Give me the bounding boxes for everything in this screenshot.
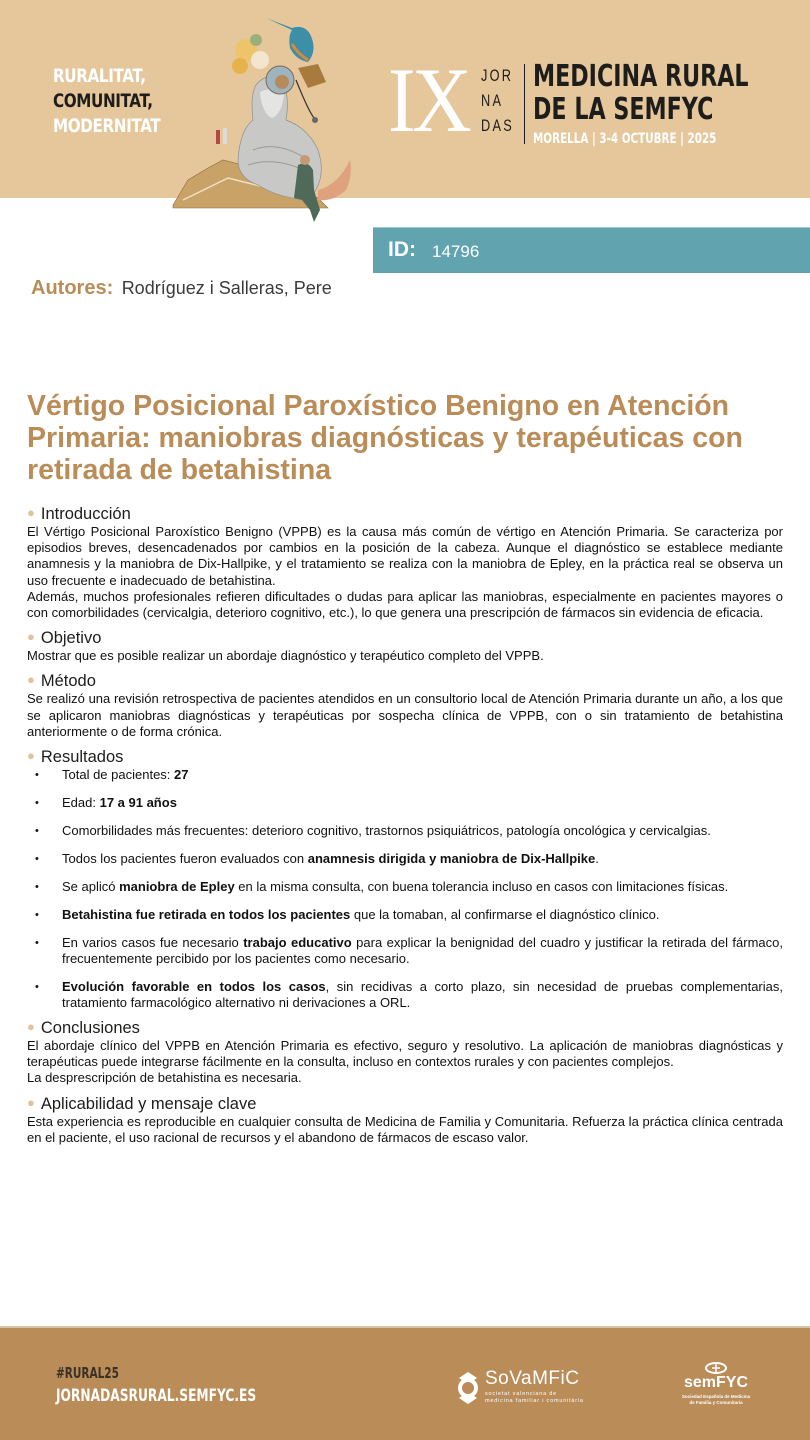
item-bold-text: 27 xyxy=(174,767,189,783)
bullet-dot-icon: ● xyxy=(27,505,35,520)
sovamfic-subtitle xyxy=(485,1391,584,1404)
section-heading-introduccion xyxy=(27,503,783,524)
item-text: Todos los pacientes fueron evaluados con xyxy=(62,851,308,867)
section-paragraph: El Vértigo Posicional Paroxístico Benigno (VPPB) es la causa más común de vértigo en Atención Primaria. Se caracteriza por episodios breves, desencadenados por cambios en la posición de la cabeza. Aunque el diagnóstico se establece mediante anamnesis y la maniobra de Dix-Hallpike, y el tratamiento se realiza con la maniobra de Epley, en la práctica real se observa un uso frecuente e inadecuado de betahistina. xyxy=(27,524,783,588)
footer-website-link[interactable]: JORNADASRURAL.SEMFYC.ES xyxy=(56,1386,257,1406)
sovamfic-name: SoVaMFiC xyxy=(485,1368,580,1389)
item-text: Comorbilidades más frecuentes: deterioro cognitivo, trastornos psiquiátricos, patología oncológica y cervicalgias. xyxy=(62,823,711,839)
section-heading-text: Método xyxy=(40,672,96,691)
item-text: Se aplicó xyxy=(62,879,120,895)
bullet-dot-icon: ● xyxy=(27,748,35,764)
event-title xyxy=(533,60,749,126)
section-heading-resultados xyxy=(27,746,783,767)
jornadas-line: NA xyxy=(481,91,504,110)
bullet-icon: • xyxy=(35,797,39,810)
section-heading-aplicabilidad xyxy=(27,1093,783,1114)
item-bold-text: Betahistina fue retirada en todos los pacientes xyxy=(62,907,351,923)
semfyc-name: semFYC xyxy=(683,1374,749,1391)
section-paragraph: Mostrar que es posible realizar un abordaje diagnóstico y terapéutico completo del VPPB. xyxy=(27,648,544,664)
section-paragraph: Además, muchos profesionales refieren dificultades o dudas para aplicar las maniobras, especialmente en pacientes mayores o con comorbilidades (cervicalgia, deterioro cognitivo, etc.), lo que genera una prescripción de fármacos sin evidencia de eficacia. xyxy=(27,588,783,621)
id-bar xyxy=(373,227,810,273)
bullet-dot-icon: ● xyxy=(27,1019,35,1035)
event-title-line: DE LA SEMFYC xyxy=(533,92,714,127)
bullet-icon: • xyxy=(35,981,39,994)
boots-illustration xyxy=(298,64,326,88)
abstract-body xyxy=(27,503,783,1146)
event-subtitle: MORELLA | 3-4 OCTUBRE | 2025 xyxy=(533,131,717,147)
collage-illustration xyxy=(168,10,368,225)
sovamfic-subtitle-line: medicina familiar i comunitària xyxy=(485,1397,584,1404)
bullet-icon: • xyxy=(35,769,39,782)
results-item xyxy=(35,879,783,895)
tagline-line: COMUNITAT, xyxy=(53,90,153,112)
abstract-title: Vértigo Posicional Paroxístico Benigno en Atención Primaria: maniobras diagnósticas y terapéuticas con retirada de betahistina xyxy=(27,390,743,486)
item-text: para explicar la benignidad del cuadro y justificar la retirada del fármaco, frecuentemente percibido por los pacientes como necesario. xyxy=(62,935,784,967)
section-heading-text: Conclusiones xyxy=(40,1019,140,1038)
results-item xyxy=(35,851,783,867)
bird-illustration xyxy=(266,18,314,62)
authors-value: Rodríguez i Salleras, Pere xyxy=(121,278,332,298)
tagline-line: MODERNITAT xyxy=(53,115,161,137)
bullet-icon: • xyxy=(35,909,39,922)
section-heading-objetivo xyxy=(27,627,783,648)
section-heading-text: Introducción xyxy=(40,505,131,523)
semfyc-subtitle-line: Sociedad Española de Medicina xyxy=(681,1394,751,1399)
event-title-line: MEDICINA RURAL xyxy=(533,59,749,94)
bullet-dot-icon: ● xyxy=(27,1094,35,1110)
item-text: . xyxy=(595,851,599,867)
bullet-icon: • xyxy=(35,937,39,950)
item-text: en la misma consulta, con buena tolerancia incluso en casos con limitaciones físicas. xyxy=(234,879,729,895)
item-bold-text: trabajo educativo xyxy=(243,935,352,951)
people-illustration xyxy=(216,130,220,144)
section-heading-metodo xyxy=(27,670,783,691)
section-paragraph: Se realizó una revisión retrospectiva de pacientes atendidos en un consultorio local de Atención Primaria durante un año, a los que se aplicaron maniobras diagnósticas y terapéuticas por sospecha clínica de VPPB, con o sin tratamiento de betahistina anteriormente o de forma crónica. xyxy=(27,691,783,739)
item-text: Total de pacientes: xyxy=(62,767,175,783)
results-list xyxy=(27,767,783,1011)
results-item xyxy=(35,795,783,811)
sovamfic-emblem-icon xyxy=(455,1370,481,1406)
jornadas-line: JOR xyxy=(481,66,514,85)
jornadas-line: DAS xyxy=(481,116,514,135)
id-label: ID: xyxy=(388,238,416,261)
item-text: que la tomaban, al confirmarse el diagnóstico clínico. xyxy=(350,907,660,923)
section-heading-text: Resultados xyxy=(40,748,124,767)
item-bold-text: Evolución favorable en todos los casos xyxy=(62,979,326,995)
results-item xyxy=(35,823,783,839)
authors-label: Autores: xyxy=(31,277,114,299)
jornadas-label xyxy=(481,63,514,138)
bullet-icon: • xyxy=(35,853,39,866)
item-bold-text: anamnesis dirigida y maniobra de Dix-Hallpike xyxy=(307,851,596,867)
logo-divider xyxy=(524,64,525,144)
bullet-icon: • xyxy=(35,825,39,838)
semfyc-emblem-icon xyxy=(705,1362,727,1374)
item-bold-text: 17 a 91 años xyxy=(99,795,177,811)
section-paragraph: Esta experiencia es reproducible en cualquier consulta de Medicina de Familia y Comunitaria. Refuerza la práctica clínica centrada en el paciente, el uso racional de recursos y el abandono de fármacos de escaso valor. xyxy=(27,1113,783,1145)
hand-illustration xyxy=(318,160,351,200)
sovamfic-subtitle-line: societat valenciana de xyxy=(485,1391,558,1397)
edition-numeral: IX xyxy=(388,49,469,151)
item-text: , sin recidivas a corto plazo, sin necesidad de pruebas complementarias, tratamiento farmacológico alternativo ni derivaciones a ORL. xyxy=(62,979,783,1011)
semfyc-subtitle xyxy=(676,1394,756,1405)
semfyc-subtitle-line: de Familia y Comunitaria xyxy=(689,1399,743,1405)
section-heading-text: Aplicabilidad y mensaje clave xyxy=(40,1094,257,1113)
results-item xyxy=(35,767,783,783)
item-text: Edad: xyxy=(62,795,100,811)
results-item xyxy=(35,979,783,1011)
semfyc-logo xyxy=(676,1362,756,1414)
congress-tagline xyxy=(53,64,160,139)
authors xyxy=(31,277,332,300)
section-heading-text: Objetivo xyxy=(40,629,102,648)
results-item xyxy=(35,907,783,923)
bullet-dot-icon: ● xyxy=(27,672,35,688)
header-banner xyxy=(0,0,810,198)
item-text: En varios casos fue necesario xyxy=(62,935,244,951)
footer-hashtag: #RURAL25 xyxy=(56,1364,119,1382)
bullet-icon: • xyxy=(35,881,39,894)
section-paragraph: La desprescripción de betahistina es necesaria. xyxy=(27,1070,302,1086)
section-heading-conclusiones xyxy=(27,1017,783,1038)
footer xyxy=(0,1326,810,1440)
id-value: 14796 xyxy=(432,242,480,261)
tagline-line: RURALITAT, xyxy=(53,65,146,87)
item-bold-text: maniobra de Epley xyxy=(119,879,235,895)
section-paragraph: El abordaje clínico del VPPB en Atención Primaria es efectivo, seguro y resolutivo. La aplicación de maniobras diagnósticas y terapéuticas puede integrarse fácilmente en la consulta, incluso en contextos rurales y con pacientes complejos. xyxy=(27,1038,783,1070)
bullet-dot-icon: ● xyxy=(27,629,35,645)
sovamfic-logo xyxy=(455,1368,585,1408)
results-item xyxy=(35,935,783,967)
